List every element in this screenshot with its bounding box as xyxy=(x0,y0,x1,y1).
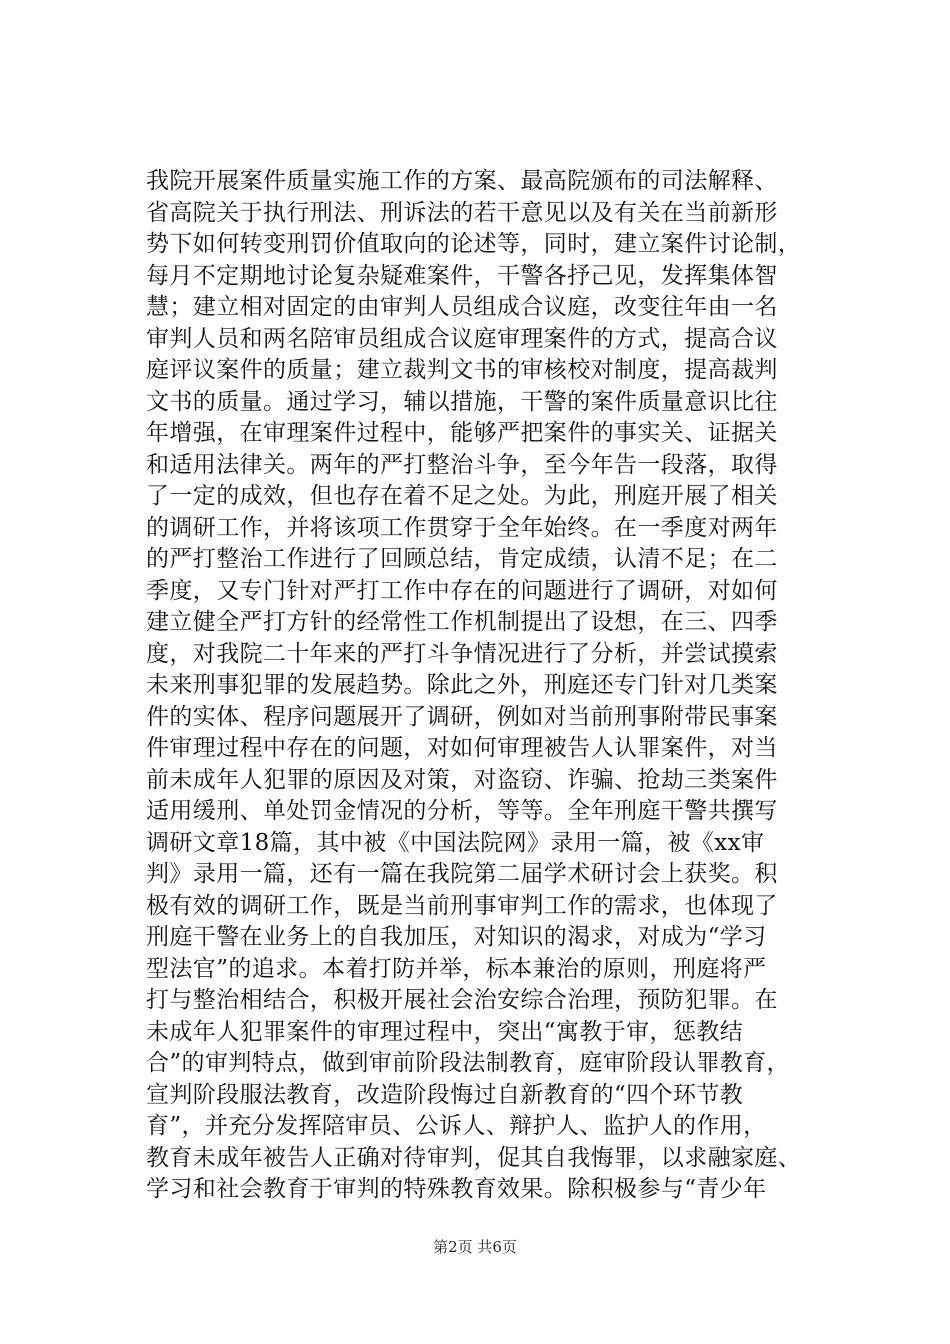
text-line: 教育未成年被告人正确对待审判，促其自我悔罪，以求融家庭、 xyxy=(146,1144,802,1171)
page-footer: 第2页 共6页 xyxy=(433,1238,517,1256)
text-line: 调研文章18篇，其中被《中国法院网》录用一篇，被《xx审 xyxy=(146,829,765,856)
text-line: 年增强，在审理案件过程中，能够严把案件的事实关、证据关 xyxy=(146,420,778,446)
text-line: 文书的质量。通过学习，辅以措施，干警的案件质量意识比往 xyxy=(146,388,778,415)
text-line: 打与整治相结合，积极开展社会治安综合治理，预防犯罪。在 xyxy=(146,987,778,1013)
text-line: 型法官”的追求。本着打防并举，标本兼治的原则，刑庭将严 xyxy=(146,955,767,982)
text-line: 势下如何转变刑罚价值取向的论述等，同时，建立案件讨论制， xyxy=(146,231,802,257)
text-line: 适用缓刑、单处罚金情况的分析，等等。全年刑庭干警共撰写 xyxy=(146,798,778,824)
text-line: 季度，又专门针对严打工作中存在的问题进行了调研，对如何 xyxy=(146,577,778,604)
text-line: 育”，并充分发挥陪审员、公诉人、辩护人、监护人的作用， xyxy=(146,1113,767,1139)
text-line: 宣判阶段服法教育，改造阶段悔过自新教育的“四个环节教 xyxy=(146,1081,744,1108)
text-line: 极有效的调研工作，既是当前刑事审判工作的需求，也体现了 xyxy=(146,892,778,919)
text-line: 审判人员和两名陪审员组成合议庭审理案件的方式，提高合议 xyxy=(146,325,778,352)
text-line: 了一定的成效，但也存在着不足之处。为此，刑庭开展了相关 xyxy=(146,483,778,509)
text-line: 判》录用一篇，还有一篇在我院第二届学术研讨会上获奖。积 xyxy=(146,861,778,887)
text-line: 我院开展案件质量实施工作的方案、最高院颁布的司法解释、 xyxy=(146,168,778,194)
text-line: 刑庭干警在业务上的自我加压，对知识的渴求，对成为“学习 xyxy=(146,924,767,950)
text-line: 和适用法律关。两年的严打整治斗争，至今年告一段落，取得 xyxy=(146,451,778,478)
text-line: 未来刑事犯罪的发展趋势。除此之外，刑庭还专门针对几类案 xyxy=(146,672,778,698)
text-line: 每月不定期地讨论复杂疑难案件，干警各抒己见，发挥集体智 xyxy=(146,262,778,289)
text-line: 的调研工作，并将该项工作贯穿于全年始终。在一季度对两年 xyxy=(146,514,778,541)
text-line: 合”的审判特点，做到审前阶段法制教育，庭审阶段认罪教育， xyxy=(146,1050,790,1076)
text-line: 度，对我院二十年来的严打斗争情况进行了分析，并尝试摸索 xyxy=(146,640,778,667)
text-line: 慧；建立相对固定的由审判人员组成合议庭，改变往年由一名 xyxy=(146,294,778,320)
text-line: 省高院关于执行刑法、刑诉法的若干意见以及有关在当前新形 xyxy=(146,199,778,226)
text-line: 前未成年人犯罪的原因及对策，对盗窃、诈骗、抢劫三类案件 xyxy=(146,766,778,793)
text-line: 建立健全严打方针的经常性工作机制提出了设想，在三、四季 xyxy=(146,609,778,635)
text-line: 未成年人犯罪案件的审理过程中，突出“寓教于审，惩教结 xyxy=(146,1018,744,1045)
text-line: 庭评议案件的质量；建立裁判文书的审核校对制度，提高裁判 xyxy=(146,357,778,383)
text-line: 学习和社会教育于审判的特殊教育效果。除积极参与“青少年 xyxy=(146,1176,767,1202)
text-line: 件的实体、程序问题展开了调研，例如对当前刑事附带民事案 xyxy=(146,703,778,730)
text-line: 件审理过程中存在的问题，对如何审理被告人认罪案件，对当 xyxy=(146,735,778,761)
body-text xyxy=(146,166,846,1206)
text-line: 的严打整治工作进行了回顾总结，肯定成绩，认清不足；在二 xyxy=(146,546,778,572)
